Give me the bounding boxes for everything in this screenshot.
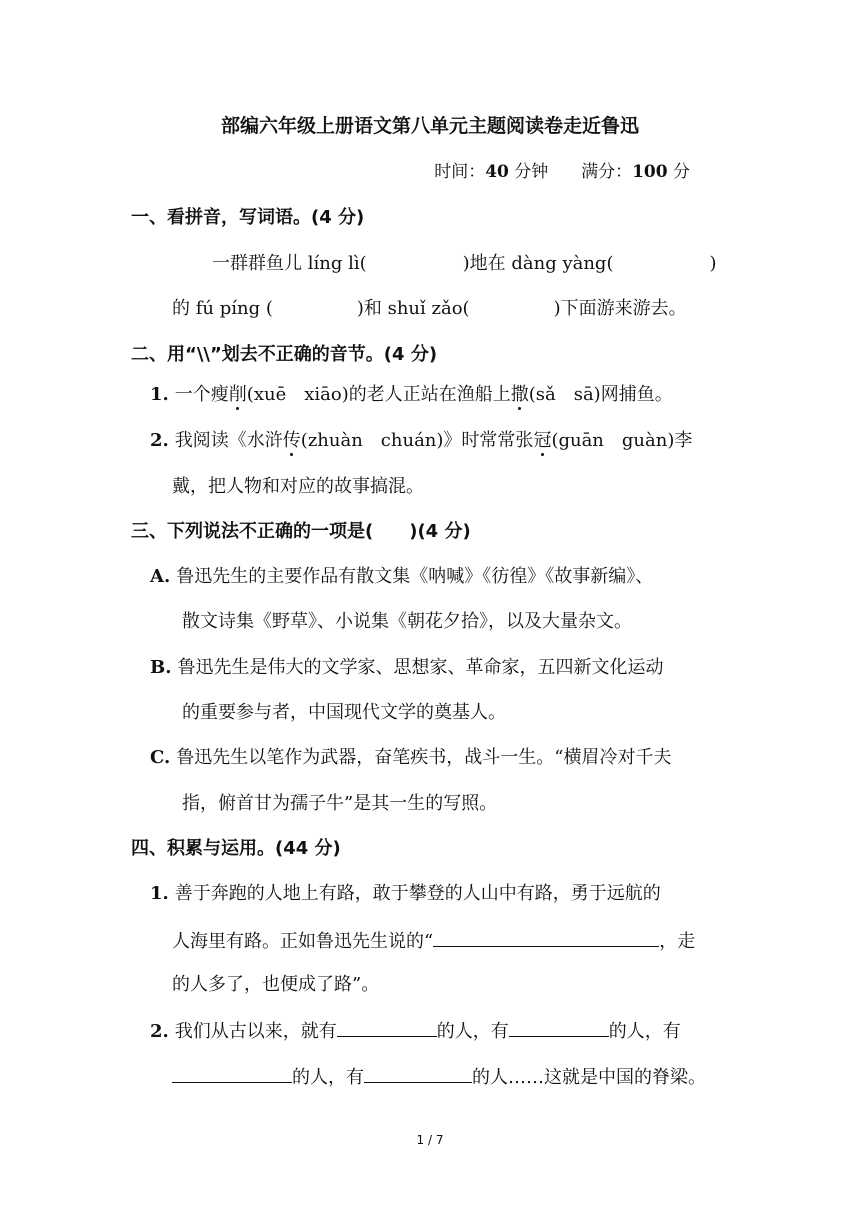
option-c: C. 鲁迅先生以笔作为武器，奋笔疾书，战斗一生。“横眉冷对千夫 xyxy=(150,747,672,768)
option-b-cont: 的重要参与者，中国现代文学的奠基人。 xyxy=(182,702,506,723)
section-2-heading: 二、用“\\”划去不正确的音节。(4 分) xyxy=(131,344,438,365)
page-number: 1 / 7 xyxy=(416,1133,444,1147)
s4-question-2: 2. 我们从古以来，就有 的人，有 的人，有 xyxy=(150,1018,681,1044)
s4-question-1-line-3: 的人多了，也便成了路”。 xyxy=(172,974,380,995)
option-a-cont: 散文诗集《野草》、小说集《朝花夕拾》，以及大量杂文。 xyxy=(182,611,632,632)
section-4-heading: 四、积累与运用。(44 分) xyxy=(131,838,341,859)
page-title: 部编六年级上册语文第八单元主题阅读卷走近鲁迅 xyxy=(220,115,639,137)
fill-blank[interactable] xyxy=(509,1018,609,1037)
fill-blank[interactable] xyxy=(364,1064,472,1083)
section-3-heading: 三、下列说法不正确的一项是( )(4 分) xyxy=(131,521,471,542)
fill-blank[interactable] xyxy=(337,1018,437,1037)
s2-question-2-cont: 戴，把人物和对应的故事搞混。 xyxy=(172,476,424,497)
s4-question-2-line-2: 的人，有 的人……这就是中国的脊梁。 xyxy=(172,1064,706,1090)
s2-question-1: 1. 一个瘦削(xuē xiāo)的老人正站在渔船上撒(sǎ sā)网捕鱼。 xyxy=(150,384,673,405)
exam-meta: 时间：40 分钟 满分：100 分 xyxy=(434,162,690,182)
section-1-heading: 一、看拼音，写词语。(4 分) xyxy=(131,207,365,228)
s2-question-2: 2. 我阅读《水浒传(zhuàn chuán)》时常常张冠(guān guàn)李 xyxy=(150,430,693,451)
s1-line-2: 的 fú píng ( )和 shuǐ zǎo( )下面游来游去。 xyxy=(172,298,687,319)
s1-line-1: 一群群鱼儿 líng lì( )地在 dàng yàng( ) xyxy=(212,253,717,274)
option-b: B. 鲁迅先生是伟大的文学家、思想家、革命家，五四新文化运动 xyxy=(150,657,664,678)
option-c-cont: 指，俯首甘为孺子牛”是其一生的写照。 xyxy=(182,793,498,814)
s4-question-1: 1. 善于奔跑的人地上有路，敢于攀登的人山中有路，勇于远航的 xyxy=(150,883,661,904)
fill-blank[interactable] xyxy=(433,928,659,947)
s4-question-1-line-2: 人海里有路。正如鲁迅先生说的“ ，走 xyxy=(172,928,695,954)
fill-blank[interactable] xyxy=(172,1064,292,1083)
option-a: A. 鲁迅先生的主要作品有散文集《呐喊》《彷徨》《故事新编》、 xyxy=(150,566,654,587)
